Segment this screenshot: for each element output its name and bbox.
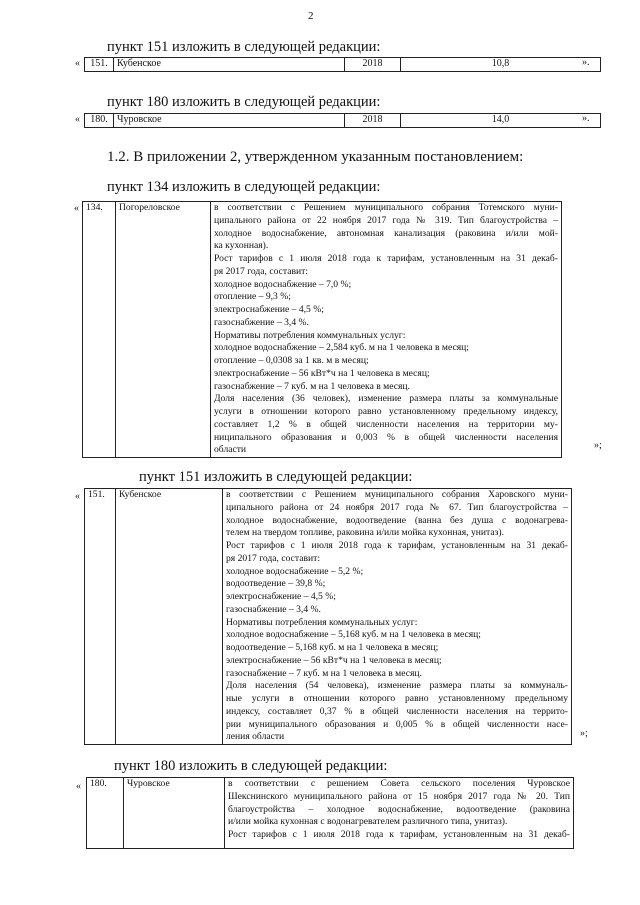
text-line: Нормативы потребления коммунальных услуг: xyxy=(226,616,418,628)
row-number: 180. xyxy=(87,778,124,849)
text-line: Доля населения (36 человек), изменение размера платы за коммунальные xyxy=(214,393,558,405)
settlement-name: Кубенское xyxy=(114,58,345,72)
text-line: электроснабжение – 4,5 %; xyxy=(214,304,324,315)
text-line: ря 2017 года, составит: xyxy=(214,265,308,277)
year-cell: 2018 xyxy=(345,58,401,72)
entry-text xyxy=(223,489,572,745)
table-row xyxy=(83,202,562,458)
open-quote: « xyxy=(75,114,80,125)
text-line: газоснабжение – 7 куб. м на 1 человека в месяц. xyxy=(226,667,422,679)
text-line: водоотведение – 5,168 куб. м на 1 человека в месяц; xyxy=(226,642,439,653)
short-table-180 xyxy=(84,113,601,128)
entry-text xyxy=(225,778,574,849)
text-line: услуги в отношении которого равно установленному предельному индексу, xyxy=(214,406,558,417)
entry-table-151 xyxy=(84,488,572,745)
table-row xyxy=(85,489,572,745)
settlement-name: Кубенское xyxy=(116,489,223,745)
text-line: ные услуги в отношении которого равно установленному предельному xyxy=(226,693,568,704)
entry-heading-151: пункт 151 изложить в следующей редакции: xyxy=(139,469,413,485)
settlement-name: Чуровское xyxy=(114,114,345,128)
text-line: холодное водоснабжение, автономная канализация (раковина и/или мой- xyxy=(214,227,558,239)
text-line: Нормативы потребления коммунальных услуг: xyxy=(214,329,406,341)
table-row xyxy=(85,58,601,72)
text-line: благоустройства – холодное водоснабжение, водоотведение (раковина xyxy=(228,803,570,815)
text-line: электроснабжение – 56 кВт*ч на 1 человека в месяц; xyxy=(214,367,430,379)
row-number: 151. xyxy=(85,58,114,72)
text-line: области xyxy=(214,444,247,456)
text-line: Доля населения (54 человека), изменение размера платы за коммуналь- xyxy=(226,680,568,692)
row-number: 180. xyxy=(85,114,114,128)
text-line: в соответствии с Решением муниципального собрания Тотемского муни- xyxy=(214,202,558,213)
text-line: в соответствии с решением Совета сельского поселения Чуровское xyxy=(228,778,570,789)
table-row xyxy=(87,778,574,849)
text-line: водоотведение – 39,8 %; xyxy=(226,578,326,590)
open-quote: « xyxy=(75,491,80,502)
settlement-name: Погореловское xyxy=(116,202,211,458)
open-quote: « xyxy=(75,58,80,69)
text-line: отопление – 9,3 %; xyxy=(214,291,291,303)
text-line: Рост тарифов с 1 июля 2018 года к тарифам, установленным на 31 декаб- xyxy=(214,253,558,264)
text-line: холодное водоснабжение – 5,2 %; xyxy=(226,565,364,577)
text-line: и/или мойка кухонная с водонагревателем различного типа, унитаз). xyxy=(228,816,508,828)
text-line: телем на твердом топливе, раковина и/или мойка кухонная, унитаз). xyxy=(226,527,504,539)
row-number: 151. xyxy=(85,489,116,745)
text-line: рии муниципального образования и 0,005 % в общей численности насе- xyxy=(226,718,568,730)
entry-text xyxy=(211,202,562,458)
close-quote: »; xyxy=(594,440,602,451)
close-quote: ». xyxy=(582,57,590,68)
short-table-151 xyxy=(84,57,601,72)
text-line: электроснабжение – 4,5 %; xyxy=(226,591,336,602)
text-line: ря 2017 года, составит: xyxy=(226,552,320,564)
open-quote: « xyxy=(76,781,81,792)
text-line: Рост тарифов с 1 июля 2018 года к тарифам, установленным на 31 декаб- xyxy=(228,829,570,840)
entry-table-180 xyxy=(86,777,574,849)
row-number: 134. xyxy=(83,202,116,458)
table-row xyxy=(85,114,601,128)
text-line: Шекснинского муниципального района от 15 ноября 2017 года № 20. Тип xyxy=(228,790,570,802)
entry-table-134 xyxy=(82,201,562,458)
text-line: газоснабжение – 3,4 %. xyxy=(214,316,309,328)
close-quote: »; xyxy=(580,728,588,739)
year-cell: 2018 xyxy=(345,114,401,128)
text-line: холодное водоснабжение, водоотведение (ванна без душа с водонагрева- xyxy=(226,514,568,526)
text-line: ка кухонная). xyxy=(214,240,269,252)
text-line: холодное водоснабжение – 2,584 куб. м на 1 человека в месяц; xyxy=(214,342,469,354)
text-line: ципального района от 24 ноября 2017 года № 67. Тип благоустройства – xyxy=(226,501,568,513)
text-line: ниципального образования и 0,003 % в общей численности населения xyxy=(214,431,558,443)
text-line: газоснабжение – 7 куб. м на 1 человека в месяц. xyxy=(214,380,410,392)
value-cell: 10,8 xyxy=(401,58,601,72)
text-line: отопление – 0,0308 за 1 кв. м в месяц; xyxy=(214,355,369,366)
text-line: холодное водоснабжение – 5,168 куб. м на 1 человека в месяц; xyxy=(226,629,481,641)
value-cell: 14,0 xyxy=(401,114,601,128)
text-line: составляет 1,2 % в общей численности населения на территории му- xyxy=(214,418,558,430)
entry-heading-134: пункт 134 изложить в следующей редакции: xyxy=(107,179,381,195)
page-number: 2 xyxy=(308,10,314,22)
section-heading-180: пункт 180 изложить в следующей редакции: xyxy=(107,94,381,110)
text-line: Рост тарифов с 1 июля 2018 года к тарифам, установленным на 31 декаб- xyxy=(226,540,568,551)
text-line: ципального района от 22 ноября 2017 года № 319. Тип благоустройства – xyxy=(214,214,558,226)
text-line: электроснабжение – 56 кВт*ч на 1 человека в месяц; xyxy=(226,654,442,666)
text-line: газоснабжение – 3,4 %. xyxy=(226,603,321,615)
close-quote: ». xyxy=(582,113,590,124)
text-line: ления области xyxy=(226,731,285,743)
section-heading-151: пункт 151 изложить в следующей редакции: xyxy=(107,39,381,55)
text-line: индексу, составляет 0,37 % в общей численности населения на террито- xyxy=(226,705,568,717)
open-quote: « xyxy=(74,203,79,214)
text-line: в соответствии с Решением муниципального собрания Харовского муни- xyxy=(226,489,568,500)
entry-heading-180: пункт 180 изложить в следующей редакции: xyxy=(114,758,388,774)
subsection-heading: 1.2. В приложении 2, утвержденном указанным постановлением: xyxy=(107,149,524,165)
settlement-name: Чуровское xyxy=(124,778,225,849)
text-line: холодное водоснабжение – 7,0 %; xyxy=(214,278,352,290)
